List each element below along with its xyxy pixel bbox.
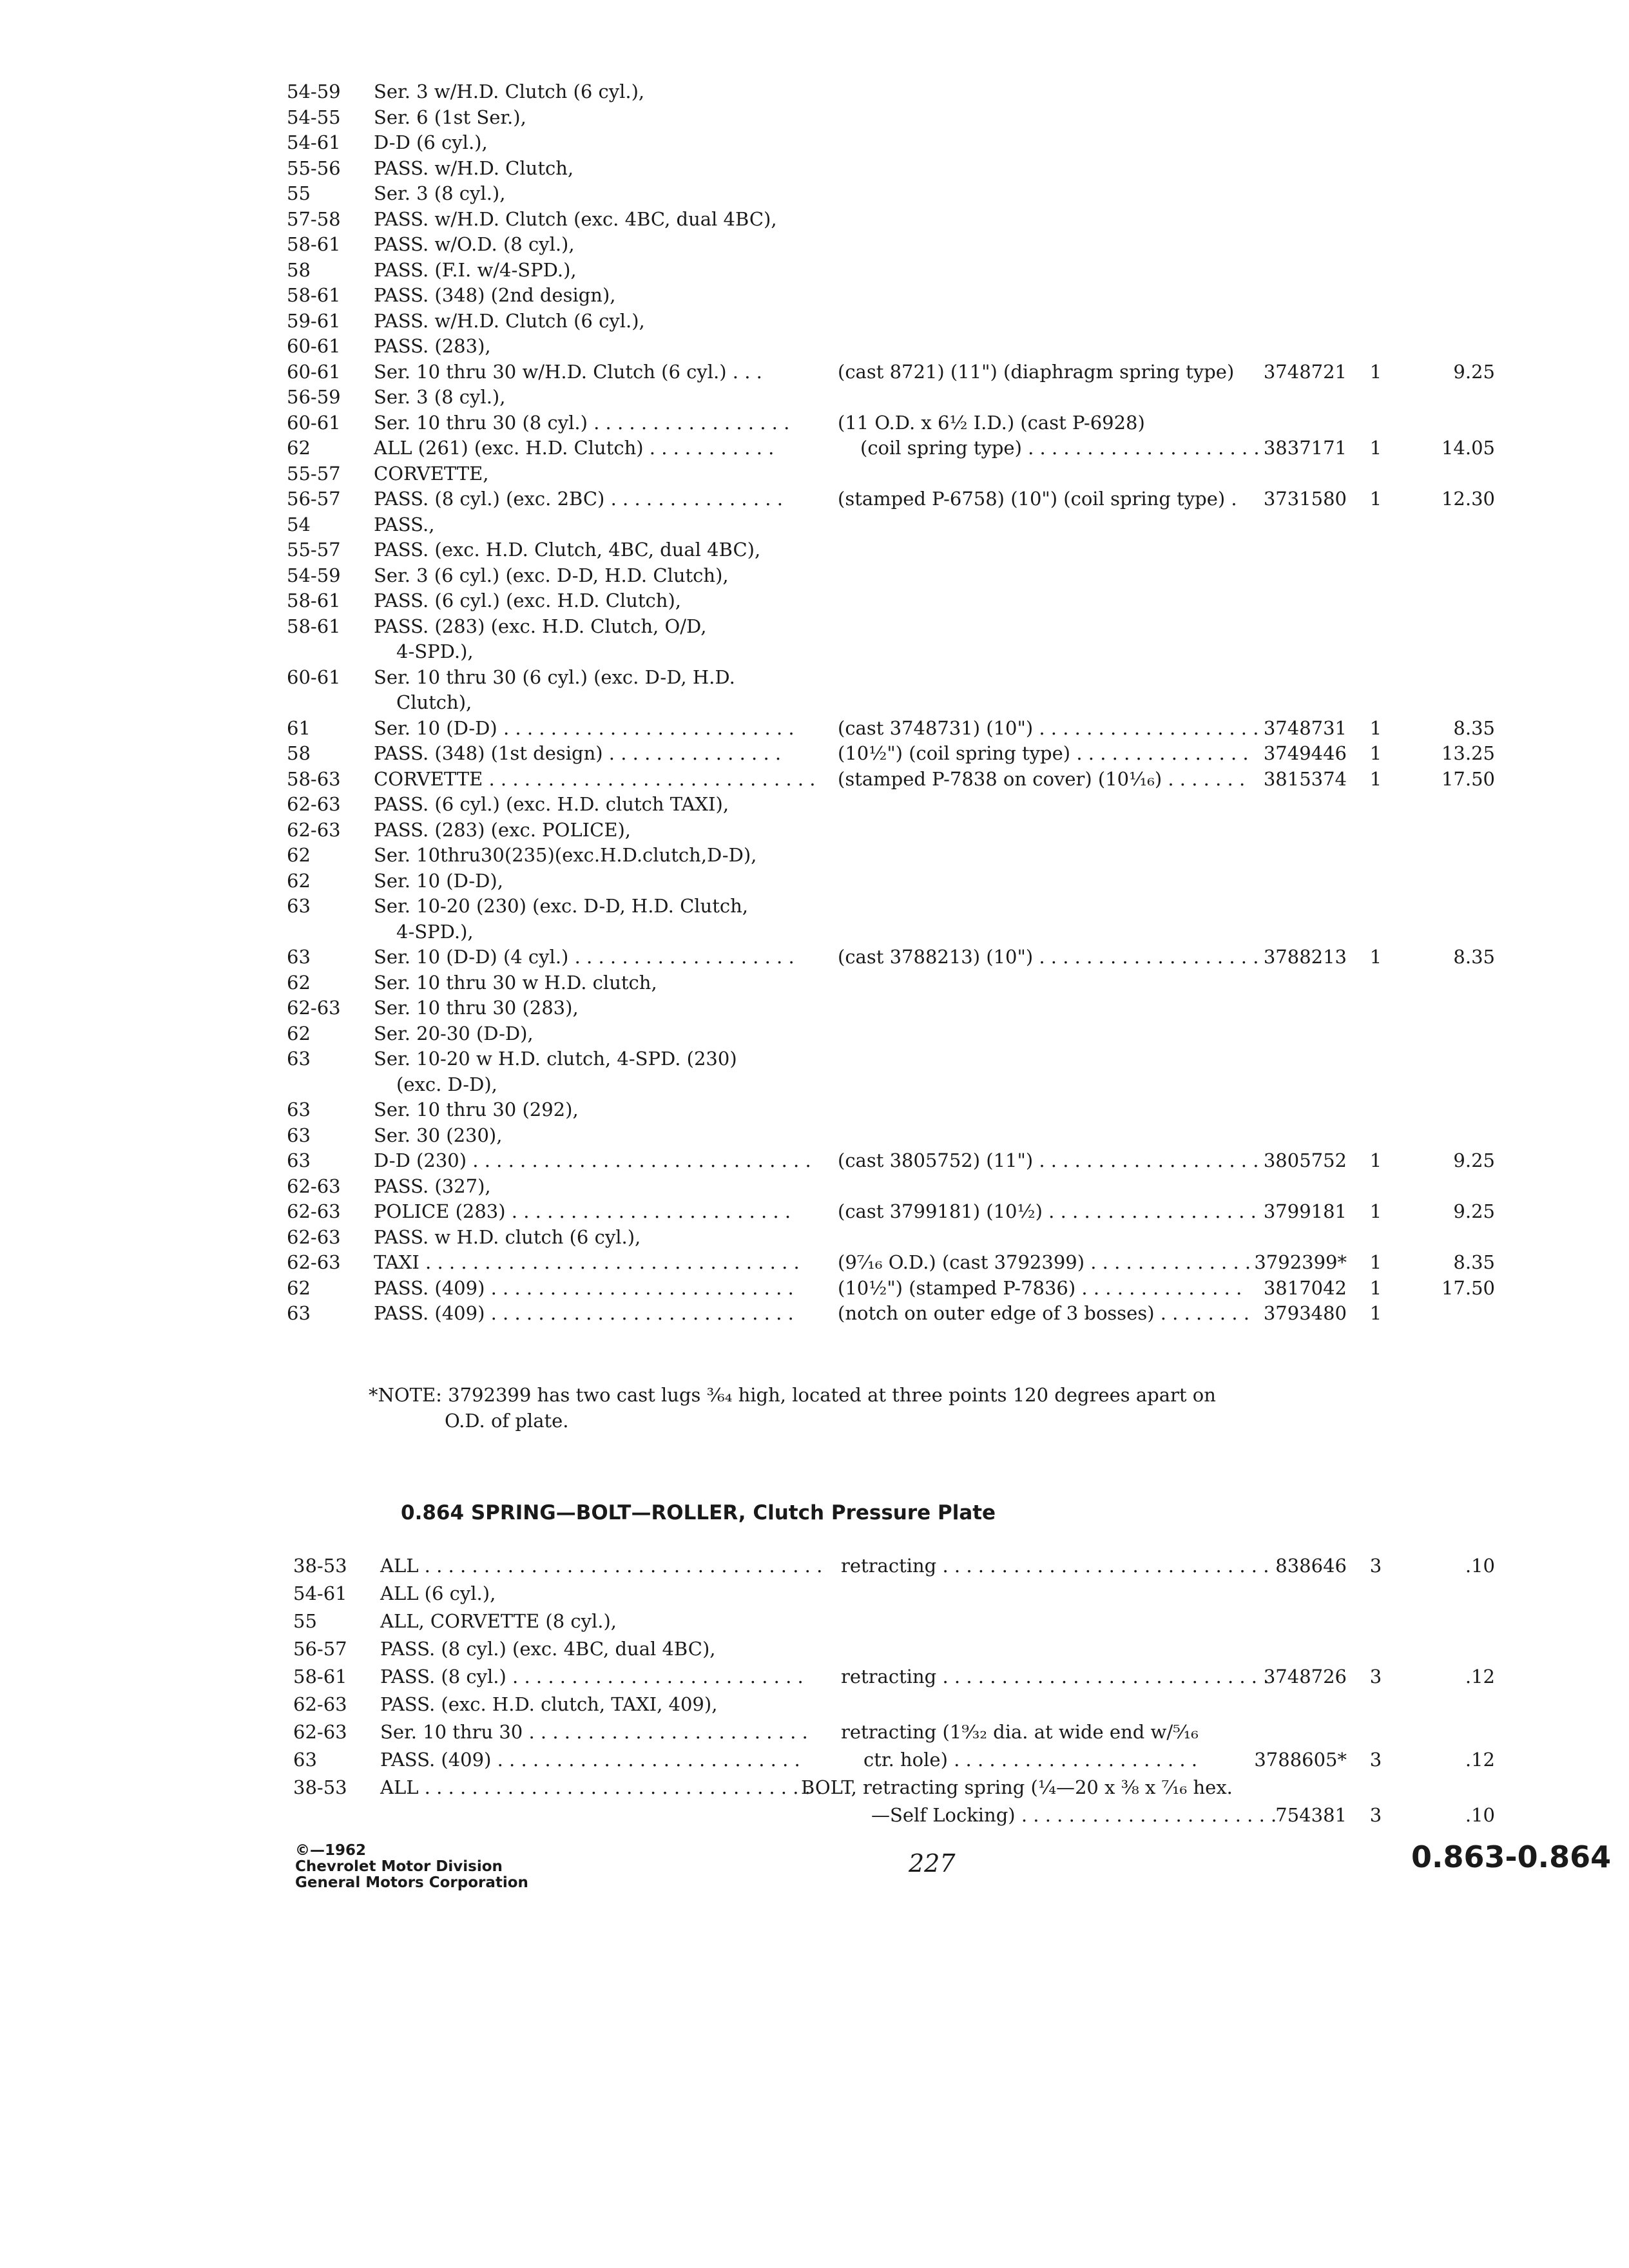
part-number: 3805752 [1263, 1149, 1347, 1171]
year-range: 62-63 [293, 1721, 347, 1743]
price: 8.35 [1453, 946, 1495, 968]
part-number: 3837171 [1263, 437, 1347, 459]
year-range: 55 [293, 1610, 317, 1632]
table-row [0, 1148, 1629, 1173]
year-range: 60-61 [287, 360, 341, 383]
application-text: PASS. (348) (1st design) . . . . . . . . . . . . . . . [374, 742, 782, 764]
application-text-continued: Clutch), [396, 691, 472, 713]
table-row [0, 1097, 1629, 1122]
application-text: PASS. (283) (exc. H.D. Clutch, O/D, [374, 615, 707, 637]
table-row [0, 1173, 1629, 1199]
table-row [0, 1802, 1629, 1828]
year-range: 54-59 [287, 81, 341, 102]
year-range: 58-63 [287, 767, 341, 790]
corporation-line: General Motors Corporation [295, 1874, 528, 1891]
application-text: Ser. 10 thru 30 (292), [374, 1099, 579, 1120]
year-range: 62-63 [287, 1225, 341, 1248]
application-text: D-D (230) . . . . . . . . . . . . . . . . . . . . . . . . . . . . . [374, 1149, 811, 1171]
quantity: 1 [1369, 360, 1382, 383]
application-text: ALL, CORVETTE (8 cyl.), [380, 1610, 617, 1632]
application-text: ALL . . . . . . . . . . . . . . . . . . . . . . . . . . . . . . . . . . [380, 1776, 823, 1798]
footer-publisher [295, 1843, 528, 1891]
table-row [0, 817, 1629, 843]
part-description: retracting . . . . . . . . . . . . . . . . . . . . . . . . . . . . [841, 1666, 1269, 1687]
quantity: 1 [1369, 1251, 1382, 1273]
price: 9.25 [1453, 1200, 1495, 1222]
year-range: 58-61 [293, 1666, 347, 1687]
year-range: 60-61 [287, 666, 341, 688]
table-row [0, 1021, 1629, 1046]
year-range: 55 [287, 182, 311, 204]
table-row [0, 79, 1629, 104]
table-row [0, 766, 1629, 792]
year-range: 55-57 [287, 539, 341, 561]
part-description: (stamped P-6758) (10") (coil spring type) . [838, 488, 1237, 510]
year-range: 62 [287, 869, 311, 892]
table-row [0, 104, 1629, 130]
table-row-continuation [0, 919, 1629, 945]
table-row [0, 1046, 1629, 1072]
price: 14.05 [1441, 437, 1495, 459]
year-range: 62 [287, 844, 311, 866]
table-row [0, 1553, 1629, 1579]
table-row [0, 282, 1629, 308]
table-row [0, 1198, 1629, 1224]
application-text: PASS. (409) . . . . . . . . . . . . . . . . . . . . . . . . . . [374, 1276, 794, 1299]
application-text: D-D (6 cyl.), [374, 131, 488, 153]
table-row [0, 1608, 1629, 1634]
part-number: 3815374 [1263, 767, 1347, 790]
table-row [0, 1774, 1629, 1800]
year-range: 62-63 [287, 793, 341, 815]
table-row [0, 1122, 1629, 1148]
table-row [0, 1581, 1629, 1606]
part-description: BOLT, retracting spring (¼—20 x ⅜ x ⁷⁄₁₆ hex. [801, 1776, 1233, 1798]
part-number: 3788213 [1263, 946, 1347, 968]
application-text: PASS. w/H.D. Clutch, [374, 157, 574, 179]
part-number: 754381 [1275, 1804, 1347, 1826]
table-row [0, 384, 1629, 410]
quantity: 1 [1369, 716, 1382, 739]
part-description: retracting . . . . . . . . . . . . . . . . . . . . . . . . . . . . [841, 1555, 1269, 1577]
year-range: 62-63 [287, 1175, 341, 1197]
table-row [0, 1719, 1629, 1745]
application-text: PASS. w/O.D. (8 cyl.), [374, 233, 575, 255]
footnote-line-1: *NOTE: 3792399 has two cast lugs ³⁄₆₄ high, located at three points 120 degrees apart on [369, 1384, 1216, 1406]
application-text: Ser. 10 thru 30 . . . . . . . . . . . . . . . . . . . . . . . . [380, 1721, 808, 1743]
quantity: 3 [1369, 1666, 1382, 1687]
table-row [0, 740, 1629, 766]
year-range: 55-57 [287, 462, 341, 485]
part-number: 3799181 [1263, 1200, 1347, 1222]
price: 9.25 [1453, 360, 1495, 383]
application-text: PASS. (409) . . . . . . . . . . . . . . . . . . . . . . . . . . [380, 1749, 800, 1771]
part-description: —Self Locking) . . . . . . . . . . . . . . . . . . . . . . [871, 1804, 1277, 1826]
application-text: PASS. (8 cyl.) (exc. 2BC) . . . . . . . . . . . . . . . [374, 488, 783, 510]
application-text: ALL (6 cyl.), [380, 1582, 496, 1604]
year-range: 62-63 [287, 1200, 341, 1222]
table-row [0, 715, 1629, 741]
quantity: 1 [1369, 437, 1382, 459]
table-row [0, 944, 1629, 970]
application-text-continued: 4-SPD.), [396, 920, 474, 943]
application-text: CORVETTE, [374, 462, 489, 485]
application-text-continued: (exc. D-D), [396, 1073, 497, 1095]
application-text: Ser. 10 thru 30 (283), [374, 997, 579, 1019]
price: 8.35 [1453, 1251, 1495, 1273]
part-description: (coil spring type) . . . . . . . . . . . . . . . . . . . . [860, 437, 1260, 459]
part-number: 3793480 [1263, 1302, 1347, 1324]
table-row [0, 206, 1629, 232]
part-number: 3748721 [1263, 360, 1347, 383]
section-0864-heading: 0.864 SPRING—BOLT—ROLLER, Clutch Pressure Plate [401, 1501, 996, 1524]
year-range: 62 [287, 971, 311, 994]
year-range: 38-53 [293, 1555, 347, 1577]
application-text: PASS. (exc. H.D. clutch, TAXI, 409), [380, 1693, 718, 1715]
application-text: PASS. w/H.D. Clutch (exc. 4BC, dual 4BC), [374, 207, 777, 230]
price: 9.25 [1453, 1149, 1495, 1171]
year-range: 63 [287, 1048, 311, 1070]
table-row [0, 180, 1629, 206]
table-row [0, 588, 1629, 613]
application-text: Ser. 3 (6 cyl.) (exc. D-D, H.D. Clutch), [374, 564, 729, 586]
table-row [0, 868, 1629, 894]
table-row [0, 512, 1629, 537]
application-text: PASS., [374, 513, 435, 535]
year-range: 63 [287, 1124, 311, 1146]
year-range: 58-61 [287, 590, 341, 611]
table-row [0, 130, 1629, 155]
year-range: 63 [287, 1099, 311, 1120]
table-row [0, 1224, 1629, 1250]
price: 12.30 [1441, 488, 1495, 510]
price: .12 [1465, 1749, 1495, 1771]
year-range: 54-61 [293, 1582, 347, 1604]
table-row [0, 1664, 1629, 1689]
part-description: (notch on outer edge of 3 bosses) . . . . . . . . [838, 1302, 1250, 1324]
application-text: Ser. 10 (D-D) . . . . . . . . . . . . . . . . . . . . . . . . . [374, 716, 795, 739]
year-range: 63 [287, 895, 311, 917]
table-row [0, 435, 1629, 461]
year-range: 58 [287, 742, 311, 764]
table-row-continuation [0, 1072, 1629, 1097]
table-row [0, 893, 1629, 919]
application-text: CORVETTE . . . . . . . . . . . . . . . . . . . . . . . . . . . . [374, 767, 816, 790]
year-range: 62 [287, 437, 311, 459]
price: .10 [1465, 1555, 1495, 1577]
part-number: 3748726 [1263, 1666, 1347, 1687]
year-range: 58-61 [287, 284, 341, 306]
part-description: (stamped P-7838 on cover) (10¹⁄₁₆) . . . . . . . [838, 767, 1246, 790]
quantity: 1 [1369, 767, 1382, 790]
table-row [0, 664, 1629, 690]
year-range: 62-63 [287, 997, 341, 1019]
table-row [0, 359, 1629, 385]
application-text: Ser. 10 thru 30 (6 cyl.) (exc. D-D, H.D. [374, 666, 735, 688]
quantity: 1 [1369, 946, 1382, 968]
quantity: 1 [1369, 742, 1382, 764]
application-text: Ser. 3 (8 cyl.), [374, 386, 506, 408]
part-number: 3788605* [1254, 1749, 1347, 1771]
table-row [0, 333, 1629, 359]
price: 17.50 [1441, 1276, 1495, 1299]
year-range: 54-61 [287, 131, 341, 153]
application-text: PASS. (8 cyl.) (exc. 4BC, dual 4BC), [380, 1638, 716, 1660]
application-text: PASS. (6 cyl.) (exc. H.D. Clutch), [374, 590, 681, 611]
year-range: 63 [287, 1302, 311, 1324]
year-range: 62 [287, 1022, 311, 1044]
application-text: PASS. (283) (exc. POLICE), [374, 818, 631, 841]
part-number: 3749446 [1263, 742, 1347, 764]
table-row [0, 486, 1629, 512]
application-text: PASS. w H.D. clutch (6 cyl.), [374, 1225, 641, 1248]
year-range: 56-57 [293, 1638, 347, 1660]
application-text: Ser. 10-20 (230) (exc. D-D, H.D. Clutch, [374, 895, 749, 917]
quantity: 3 [1369, 1804, 1382, 1826]
year-range: 62 [287, 1276, 311, 1299]
application-text: Ser. 10 (D-D), [374, 869, 503, 892]
copyright-line: ©—1962 [295, 1842, 367, 1859]
table-row-continuation [0, 689, 1629, 715]
table-row [0, 1691, 1629, 1717]
application-text: Ser. 10 thru 30 w/H.D. Clutch (6 cyl.) . . . [374, 360, 762, 383]
application-text: TAXI . . . . . . . . . . . . . . . . . . . . . . . . . . . . . . . . [374, 1251, 800, 1273]
application-text: PASS. w/H.D. Clutch (6 cyl.), [374, 309, 645, 332]
application-text: Ser. 20-30 (D-D), [374, 1022, 534, 1044]
quantity: 1 [1369, 488, 1382, 510]
year-range: 62-63 [293, 1693, 347, 1715]
table-row [0, 1249, 1629, 1275]
table-row [0, 537, 1629, 562]
application-text: Ser. 3 w/H.D. Clutch (6 cyl.), [374, 81, 645, 102]
year-range: 54-59 [287, 564, 341, 586]
table-row [0, 791, 1629, 817]
application-text: PASS. (283), [374, 335, 491, 357]
quantity: 3 [1369, 1555, 1382, 1577]
table-row [0, 1275, 1629, 1301]
part-description: (cast 8721) (11") (diaphragm spring type) [838, 360, 1235, 383]
part-description: ctr. hole) . . . . . . . . . . . . . . . . . . . . . [863, 1749, 1198, 1771]
application-text: PASS. (6 cyl.) (exc. H.D. clutch TAXI), [374, 793, 729, 815]
year-range: 62-63 [287, 818, 341, 841]
application-text: PASS. (327), [374, 1175, 491, 1197]
part-description: (cast 3799181) (10½) . . . . . . . . . . . . . . . . . . [838, 1200, 1257, 1222]
application-text: Ser. 10-20 w H.D. clutch, 4-SPD. (230) [374, 1048, 737, 1070]
part-description: (9⁷⁄₁₆ O.D.) (cast 3792399) . . . . . . . . . . . . . . [838, 1251, 1251, 1273]
part-number: 3817042 [1263, 1276, 1347, 1299]
application-text: Ser. 3 (8 cyl.), [374, 182, 506, 204]
quantity: 1 [1369, 1200, 1382, 1222]
table-row [0, 1636, 1629, 1662]
price: .10 [1465, 1804, 1495, 1826]
table-row [0, 970, 1629, 995]
year-range: 57-58 [287, 207, 341, 230]
table-row [0, 231, 1629, 257]
table-row [0, 1747, 1629, 1773]
part-description: retracting (1⁹⁄₃₂ dia. at wide end w/⁵⁄₁₆ [841, 1721, 1199, 1743]
table-row [0, 842, 1629, 868]
table-row [0, 613, 1629, 639]
table-row [0, 562, 1629, 588]
application-text: PASS. (8 cyl.) . . . . . . . . . . . . . . . . . . . . . . . . . [380, 1666, 804, 1687]
price: .12 [1465, 1666, 1495, 1687]
year-range: 56-57 [287, 488, 341, 510]
application-text: PASS. (exc. H.D. Clutch, 4BC, dual 4BC), [374, 539, 761, 561]
table-row [0, 995, 1629, 1021]
quantity: 1 [1369, 1149, 1382, 1171]
page-number: 227 [909, 1849, 956, 1878]
year-range: 58-61 [287, 233, 341, 255]
year-range: 56-59 [287, 386, 341, 408]
application-text: Ser. 10thru30(235)(exc.H.D.clutch,D-D), [374, 844, 757, 866]
application-text: PASS. (409) . . . . . . . . . . . . . . . . . . . . . . . . . . [374, 1302, 794, 1324]
year-range: 63 [293, 1749, 317, 1771]
price: 17.50 [1441, 767, 1495, 790]
table-row [0, 1300, 1629, 1326]
price: 8.35 [1453, 716, 1495, 739]
quantity: 1 [1369, 1276, 1382, 1299]
section-number: 0.863-0.864 [1411, 1840, 1612, 1874]
year-range: 60-61 [287, 335, 341, 357]
table-row [0, 308, 1629, 334]
year-range: 54 [287, 513, 311, 535]
year-range: 60-61 [287, 411, 341, 434]
table-row [0, 410, 1629, 436]
quantity: 1 [1369, 1302, 1382, 1324]
application-text: Ser. 6 (1st Ser.), [374, 106, 526, 128]
division-line: Chevrolet Motor Division [295, 1858, 503, 1875]
table-row [0, 155, 1629, 181]
part-description: (cast 3788213) (10") . . . . . . . . . . . . . . . . . . . [838, 946, 1259, 968]
table-row [0, 461, 1629, 486]
year-range: 38-53 [293, 1776, 347, 1798]
table-row [0, 257, 1629, 283]
application-text: ALL (261) (exc. H.D. Clutch) . . . . . . . . . . . [374, 437, 775, 459]
application-text: ALL . . . . . . . . . . . . . . . . . . . . . . . . . . . . . . . . . . [380, 1555, 823, 1577]
table-row-continuation [0, 639, 1629, 664]
footnote-line-2: O.D. of plate. [445, 1410, 569, 1432]
application-text-continued: 4-SPD.), [396, 640, 474, 662]
year-range: 58-61 [287, 615, 341, 637]
application-text: Ser. 10 thru 30 w H.D. clutch, [374, 971, 657, 994]
application-text: POLICE (283) . . . . . . . . . . . . . . . . . . . . . . . . [374, 1200, 791, 1222]
part-number: 3792399* [1254, 1251, 1347, 1273]
quantity: 3 [1369, 1749, 1382, 1771]
part-number: 838646 [1275, 1555, 1347, 1577]
part-description: (10½") (coil spring type) . . . . . . . . . . . . . . . [838, 742, 1249, 764]
application-text: Ser. 30 (230), [374, 1124, 503, 1146]
year-range: 63 [287, 946, 311, 968]
application-text: PASS. (348) (2nd design), [374, 284, 616, 306]
application-text: Ser. 10 thru 30 (8 cyl.) . . . . . . . . . . . . . . . . . [374, 411, 790, 434]
year-range: 62-63 [287, 1251, 341, 1273]
part-description: (11 O.D. x 6½ I.D.) (cast P-6928) [838, 411, 1145, 434]
year-range: 63 [287, 1149, 311, 1171]
part-number: 3731580 [1263, 488, 1347, 510]
application-text: PASS. (F.I. w/4-SPD.), [374, 258, 577, 281]
application-text: Ser. 10 (D-D) (4 cyl.) . . . . . . . . . . . . . . . . . . . [374, 946, 795, 968]
part-description: (cast 3805752) (11") . . . . . . . . . . . . . . . . . . . [838, 1149, 1259, 1171]
year-range: 54-55 [287, 106, 341, 128]
year-range: 58 [287, 258, 311, 281]
year-range: 61 [287, 716, 311, 739]
part-number: 3748731 [1263, 716, 1347, 739]
part-description: (cast 3748731) (10") . . . . . . . . . . . . . . . . . . . [838, 716, 1259, 739]
price: 13.25 [1441, 742, 1495, 764]
year-range: 59-61 [287, 309, 341, 332]
footnote [369, 1382, 1271, 1434]
part-description: (10½") (stamped P-7836) . . . . . . . . . . . . . . [838, 1276, 1242, 1299]
year-range: 55-56 [287, 157, 341, 179]
